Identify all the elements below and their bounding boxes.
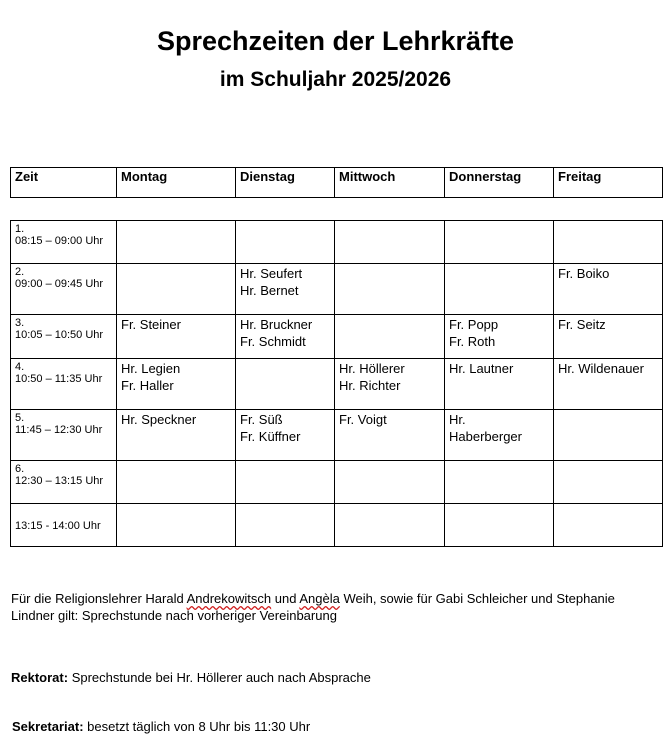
schedule-cell — [335, 461, 445, 504]
teacher-name: Fr. Schmidt — [240, 334, 306, 349]
schedule-cell — [117, 264, 236, 315]
schedule-cell — [554, 410, 663, 461]
schedule-cell — [117, 410, 236, 461]
schedule-cell — [117, 359, 236, 410]
header-donnerstag: Donnerstag — [445, 168, 554, 198]
period-time: 10:50 – 11:35 Uhr — [15, 373, 103, 385]
schedule-cell — [335, 359, 445, 410]
schedule-cell — [554, 221, 663, 264]
schedule-row — [11, 359, 663, 410]
teacher-name: Fr. Süß — [240, 412, 283, 427]
header-row — [11, 168, 663, 198]
time-cell — [11, 461, 117, 504]
teacher-name: Fr. Küffner — [240, 429, 301, 444]
period-time: 10:05 – 10:50 Uhr — [15, 329, 104, 341]
schedule-cell — [335, 264, 445, 315]
schedule-row — [11, 504, 663, 547]
header-zeit: Zeit — [11, 168, 117, 198]
schedule-cell — [445, 359, 554, 410]
teacher-name: Fr. Roth — [449, 334, 496, 349]
teacher-name: Hr. — [449, 412, 466, 427]
teacher-name: Fr. Popp — [449, 317, 499, 332]
time-cell — [11, 504, 117, 547]
header-mittwoch: Mittwoch — [335, 168, 445, 198]
teacher-name: Fr. Seitz — [558, 317, 606, 332]
teacher-name: Hr. Bruckner — [240, 317, 313, 332]
time-cell — [11, 410, 117, 461]
schedule-cell — [236, 461, 335, 504]
teacher-name: Hr. Lautner — [449, 361, 514, 376]
sekretariat-text: besetzt täglich von 8 Uhr bis 11:30 Uhr — [83, 719, 311, 734]
schedule-cell — [117, 221, 236, 264]
schedule-row — [11, 410, 663, 461]
period-time: 13:15 - 14:00 Uhr — [15, 520, 101, 532]
schedule-cell — [236, 264, 335, 315]
teacher-name: Hr. Höllerer — [339, 361, 405, 376]
time-cell — [11, 359, 117, 410]
page-title: Sprechzeiten der Lehrkräfte — [156, 26, 515, 56]
teacher-name: Fr. Boiko — [558, 266, 610, 281]
religion-note-text-2: und — [271, 591, 300, 606]
schedule-cell — [445, 461, 554, 504]
religion-note-text-1: Für die Religionslehrer Harald — [11, 591, 187, 606]
schedule-row — [11, 461, 663, 504]
period-time: 08:15 – 09:00 Uhr — [15, 235, 104, 247]
period-number: 3. — [15, 317, 25, 329]
rektorat-text: Sprechstunde bei Hr. Höllerer auch nach Absprache — [68, 670, 371, 685]
period-time: 09:00 – 09:45 Uhr — [15, 278, 104, 290]
schedule-cell — [445, 315, 554, 359]
schedule-cell — [335, 221, 445, 264]
schedule-cell — [554, 461, 663, 504]
schedule-cell — [445, 410, 554, 461]
schedule-cell — [445, 221, 554, 264]
schedule-table — [10, 220, 663, 547]
teacher-name: Hr. Bernet — [240, 283, 299, 298]
teacher-name: Fr. Voigt — [339, 412, 387, 427]
header-montag: Montag — [117, 168, 236, 198]
time-cell — [11, 315, 117, 359]
period-number: 2. — [15, 266, 25, 278]
schedule-cell — [236, 504, 335, 547]
schedule-cell — [335, 410, 445, 461]
rektorat-label: Rektorat: — [11, 670, 69, 685]
period-time: 12:30 – 13:15 Uhr — [15, 475, 104, 487]
schedule-cell — [236, 410, 335, 461]
teacher-name: Hr. Seufert — [240, 266, 303, 281]
schedule-cell — [335, 315, 445, 359]
header-freitag: Freitag — [554, 168, 663, 198]
teacher-name: Fr. Haller — [121, 378, 174, 393]
header-dienstag: Dienstag — [236, 168, 335, 198]
schedule-cell — [554, 264, 663, 315]
period-number: 4. — [15, 361, 25, 373]
schedule-cell — [335, 504, 445, 547]
header-table — [10, 167, 663, 198]
schedule-cell — [445, 264, 554, 315]
rektorat-note — [11, 669, 651, 686]
teacher-name: Hr. Richter — [339, 378, 401, 393]
period-number: 6. — [15, 463, 25, 475]
teacher-name: Fr. Steiner — [121, 317, 181, 332]
sekretariat-label: Sekretariat: — [12, 719, 84, 734]
schedule-cell — [445, 504, 554, 547]
schedule-cell — [117, 504, 236, 547]
schedule-row — [11, 315, 663, 359]
schedule-cell — [554, 504, 663, 547]
teacher-name: Hr. Speckner — [121, 412, 197, 427]
religion-note — [11, 590, 651, 624]
teacher-name: Haberberger — [449, 429, 522, 444]
teacher-name: Hr. Wildenauer — [558, 361, 644, 376]
schedule-cell — [554, 359, 663, 410]
time-cell — [11, 221, 117, 264]
schedule-row — [11, 264, 663, 315]
schedule-cell — [236, 221, 335, 264]
teacher-name: Hr. Legien — [121, 361, 181, 376]
sekretariat-note — [12, 718, 652, 735]
spellcheck-name-2: Angèla — [299, 591, 340, 606]
schedule-cell — [236, 359, 335, 410]
schedule-cell — [117, 315, 236, 359]
schedule-cell — [236, 315, 335, 359]
schedule-cell — [554, 315, 663, 359]
time-cell — [11, 264, 117, 315]
period-number: 1. — [15, 223, 25, 235]
spellcheck-name-1: Andrekowitsch — [186, 591, 272, 606]
schedule-cell — [117, 461, 236, 504]
religion-note-text-3: Weih, sowie für Gabi Schleicher und Stephanie Lindner gilt: Sprechstunde nach vorheriger Vereinbarung — [11, 591, 615, 623]
period-number: 5. — [15, 412, 25, 424]
page-subtitle: im Schuljahr 2025/2026 — [219, 68, 452, 91]
schedule-row — [11, 221, 663, 264]
period-time: 11:45 – 12:30 Uhr — [15, 424, 103, 436]
